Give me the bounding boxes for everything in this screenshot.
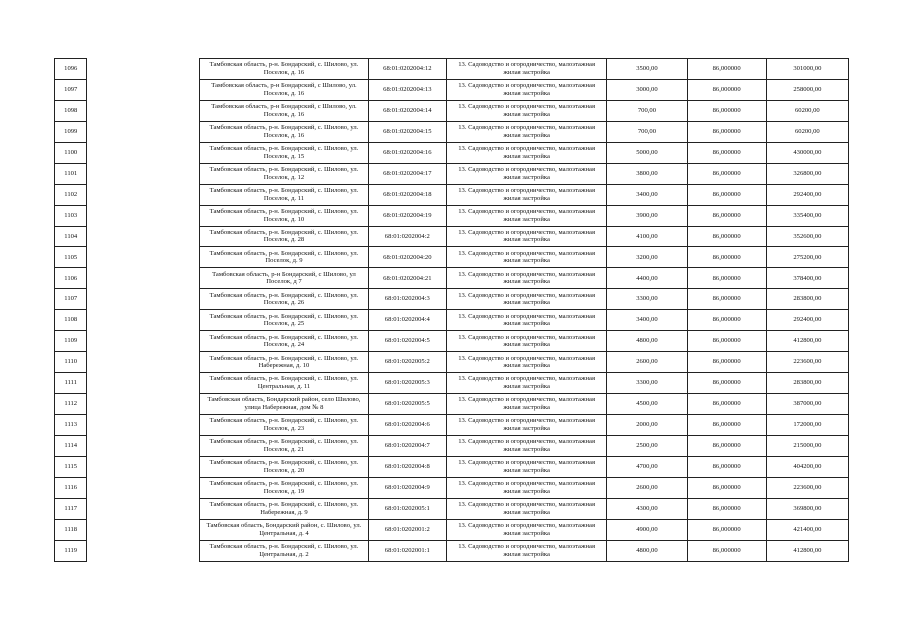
table-row <box>55 331 849 352</box>
cadastral-number-cell: 68:01:0202004:2 <box>368 226 446 247</box>
row-number: 1106 <box>55 268 87 289</box>
gap-cell <box>87 247 200 268</box>
table-row <box>55 310 849 331</box>
land-use-cell: 13. Садоводство и огородничество, малоэтажная жилая застройка <box>446 352 606 373</box>
cadastral-value-cell: 326800,00 <box>766 163 848 184</box>
table-row <box>55 121 849 142</box>
row-number: 1114 <box>55 435 87 456</box>
cadastral-value-cell: 378400,00 <box>766 268 848 289</box>
area-cell: 700,00 <box>607 100 687 121</box>
specific-value-cell: 86,000000 <box>687 268 766 289</box>
specific-value-cell: 86,000000 <box>687 331 766 352</box>
cadastral-value-cell: 430000,00 <box>766 142 848 163</box>
row-number: 1117 <box>55 498 87 519</box>
land-use-cell: 13. Садоводство и огородничество, малоэтажная жилая застройка <box>446 373 606 394</box>
land-use-cell: 13. Садоводство и огородничество, малоэтажная жилая застройка <box>446 519 606 540</box>
cadastral-number-cell: 68:01:0202001:2 <box>368 519 446 540</box>
area-cell: 4700,00 <box>607 456 687 477</box>
area-cell: 2000,00 <box>607 414 687 435</box>
address-cell: Тамбовская область, р-н. Бондарский, с. Шилово, ул. Поселок, д. 11 <box>200 184 369 205</box>
gap-cell <box>87 435 200 456</box>
land-use-cell: 13. Садоводство и огородничество, малоэтажная жилая застройка <box>446 79 606 100</box>
row-number: 1098 <box>55 100 87 121</box>
area-cell: 4800,00 <box>607 331 687 352</box>
land-use-cell: 13. Садоводство и огородничество, малоэтажная жилая застройка <box>446 59 606 80</box>
specific-value-cell: 86,000000 <box>687 519 766 540</box>
gap-cell <box>87 226 200 247</box>
table-row <box>55 414 849 435</box>
row-number: 1099 <box>55 121 87 142</box>
cadastral-number-cell: 68:01:0202004:4 <box>368 310 446 331</box>
address-cell: Тамбовская область, р-н Бондарский, с Шилово, ул. Поселок, д. 16 <box>200 79 369 100</box>
table-body <box>55 59 849 562</box>
land-use-cell: 13. Садоводство и огородничество, малоэтажная жилая застройка <box>446 394 606 415</box>
cadastral-number-cell: 68:01:0202005:3 <box>368 373 446 394</box>
area-cell: 3000,00 <box>607 79 687 100</box>
table-row <box>55 352 849 373</box>
specific-value-cell: 86,000000 <box>687 310 766 331</box>
table-row <box>55 498 849 519</box>
gap-cell <box>87 268 200 289</box>
gap-cell <box>87 142 200 163</box>
cadastral-number-cell: 68:01:0202004:14 <box>368 100 446 121</box>
area-cell: 3900,00 <box>607 205 687 226</box>
gap-cell <box>87 540 200 561</box>
specific-value-cell: 86,000000 <box>687 163 766 184</box>
table-row <box>55 289 849 310</box>
row-number: 1104 <box>55 226 87 247</box>
area-cell: 4100,00 <box>607 226 687 247</box>
area-cell: 2600,00 <box>607 352 687 373</box>
table-row <box>55 477 849 498</box>
area-cell: 4300,00 <box>607 498 687 519</box>
specific-value-cell: 86,000000 <box>687 184 766 205</box>
cadastral-number-cell: 68:01:0202004:5 <box>368 331 446 352</box>
cadastral-number-cell: 68:01:0202004:20 <box>368 247 446 268</box>
cadastral-number-cell: 68:01:0202005:1 <box>368 498 446 519</box>
area-cell: 3400,00 <box>607 310 687 331</box>
specific-value-cell: 86,000000 <box>687 226 766 247</box>
cadastral-value-cell: 223600,00 <box>766 477 848 498</box>
specific-value-cell: 86,000000 <box>687 352 766 373</box>
cadastral-value-cell: 283800,00 <box>766 289 848 310</box>
cadastral-number-cell: 68:01:0202004:19 <box>368 205 446 226</box>
cadastral-value-cell: 404200,00 <box>766 456 848 477</box>
row-number: 1101 <box>55 163 87 184</box>
cadastral-value-cell: 223600,00 <box>766 352 848 373</box>
specific-value-cell: 86,000000 <box>687 142 766 163</box>
table-row <box>55 226 849 247</box>
cadastral-value-cell: 301000,00 <box>766 59 848 80</box>
row-number: 1113 <box>55 414 87 435</box>
cadastral-value-cell: 335400,00 <box>766 205 848 226</box>
table-row <box>55 247 849 268</box>
gap-cell <box>87 477 200 498</box>
area-cell: 3200,00 <box>607 247 687 268</box>
land-use-cell: 13. Садоводство и огородничество, малоэтажная жилая застройка <box>446 331 606 352</box>
cadastral-value-cell: 283800,00 <box>766 373 848 394</box>
table-row <box>55 456 849 477</box>
land-use-cell: 13. Садоводство и огородничество, малоэтажная жилая застройка <box>446 456 606 477</box>
row-number: 1102 <box>55 184 87 205</box>
address-cell: Тамбовская область, р-н. Бондарский, с. Шилово, ул. Поселок, д. 26 <box>200 289 369 310</box>
cadastral-value-cell: 60200,00 <box>766 100 848 121</box>
specific-value-cell: 86,000000 <box>687 289 766 310</box>
address-cell: Тамбовская область, р-н. Бондарский, с. Шилово, ул. Поселок, д. 16 <box>200 121 369 142</box>
table-row <box>55 184 849 205</box>
table-row <box>55 205 849 226</box>
cadastral-value-cell: 172000,00 <box>766 414 848 435</box>
land-use-cell: 13. Садоводство и огородничество, малоэтажная жилая застройка <box>446 310 606 331</box>
area-cell: 3300,00 <box>607 289 687 310</box>
land-use-cell: 13. Садоводство и огородничество, малоэтажная жилая застройка <box>446 205 606 226</box>
address-cell: Тамбовская область, р-н. Бондарский, с. Шилово, ул. Набережная, д. 9 <box>200 498 369 519</box>
specific-value-cell: 86,000000 <box>687 540 766 561</box>
area-cell: 3300,00 <box>607 373 687 394</box>
table-row <box>55 268 849 289</box>
specific-value-cell: 86,000000 <box>687 477 766 498</box>
gap-cell <box>87 184 200 205</box>
specific-value-cell: 86,000000 <box>687 456 766 477</box>
cadastral-value-cell: 275200,00 <box>766 247 848 268</box>
gap-cell <box>87 456 200 477</box>
table-row <box>55 394 849 415</box>
table-row <box>55 519 849 540</box>
address-cell: Тамбовская область, р-н. Бондарский, с. Шилово, ул. Поселок, д. 16 <box>200 59 369 80</box>
land-use-cell: 13. Садоводство и огородничество, малоэтажная жилая застройка <box>446 498 606 519</box>
address-cell: Тамбовская область, р-н. Бондарский, с. Шилово, ул. Поселок, д. 20 <box>200 456 369 477</box>
land-use-cell: 13. Садоводство и огородничество, малоэтажная жилая застройка <box>446 142 606 163</box>
area-cell: 4900,00 <box>607 519 687 540</box>
cadastral-number-cell: 68:01:0202005:5 <box>368 394 446 415</box>
cadastral-number-cell: 68:01:0202004:21 <box>368 268 446 289</box>
address-cell: Тамбовская область, р-н Бондарский, с Шилово, ул. Поселок, д. 16 <box>200 100 369 121</box>
cadastral-value-cell: 369800,00 <box>766 498 848 519</box>
land-use-cell: 13. Садоводство и огородничество, малоэтажная жилая застройка <box>446 435 606 456</box>
cadastral-value-table <box>54 58 849 562</box>
row-number: 1096 <box>55 59 87 80</box>
table-row <box>55 163 849 184</box>
area-cell: 3800,00 <box>607 163 687 184</box>
cadastral-value-cell: 292400,00 <box>766 310 848 331</box>
gap-cell <box>87 331 200 352</box>
area-cell: 3500,00 <box>607 59 687 80</box>
gap-cell <box>87 394 200 415</box>
table-row <box>55 540 849 561</box>
area-cell: 3400,00 <box>607 184 687 205</box>
cadastral-number-cell: 68:01:0202004:15 <box>368 121 446 142</box>
land-use-cell: 13. Садоводство и огородничество, малоэтажная жилая застройка <box>446 184 606 205</box>
area-cell: 5000,00 <box>607 142 687 163</box>
gap-cell <box>87 79 200 100</box>
land-use-cell: 13. Садоводство и огородничество, малоэтажная жилая застройка <box>446 247 606 268</box>
cadastral-value-cell: 258000,00 <box>766 79 848 100</box>
land-use-cell: 13. Садоводство и огородничество, малоэтажная жилая застройка <box>446 414 606 435</box>
address-cell: Тамбовская область, Бондарский район, с. Шилово, ул. Центральная, д. 4 <box>200 519 369 540</box>
specific-value-cell: 86,000000 <box>687 121 766 142</box>
gap-cell <box>87 163 200 184</box>
cadastral-number-cell: 68:01:0202004:3 <box>368 289 446 310</box>
address-cell: Тамбовская область, р-н. Бондарский, с. Шилово, ул. Поселок, д. 9 <box>200 247 369 268</box>
cadastral-number-cell: 68:01:0202004:16 <box>368 142 446 163</box>
address-cell: Тамбовская область, р-н Бондарский, с Шилово, ул Поселок, д 7 <box>200 268 369 289</box>
gap-cell <box>87 121 200 142</box>
address-cell: Тамбовская область, р-н. Бондарский, с. Шилово, ул. Поселок, д. 10 <box>200 205 369 226</box>
specific-value-cell: 86,000000 <box>687 59 766 80</box>
specific-value-cell: 86,000000 <box>687 435 766 456</box>
specific-value-cell: 86,000000 <box>687 414 766 435</box>
land-use-cell: 13. Садоводство и огородничество, малоэтажная жилая застройка <box>446 163 606 184</box>
address-cell: Тамбовская область, р-н. Бондарский, с. Шилово, ул. Центральная, д. 11 <box>200 373 369 394</box>
address-cell: Тамбовская область, р-н. Бондарский, с. Шилово, ул. Набережная, д. 10 <box>200 352 369 373</box>
address-cell: Тамбовская область, р-н. Бондарский, с. Шилово, ул. Поселок, д. 21 <box>200 435 369 456</box>
gap-cell <box>87 59 200 80</box>
table-row <box>55 59 849 80</box>
cadastral-number-cell: 68:01:0202004:8 <box>368 456 446 477</box>
land-use-cell: 13. Садоводство и огородничество, малоэтажная жилая застройка <box>446 268 606 289</box>
cadastral-number-cell: 68:01:0202004:7 <box>368 435 446 456</box>
specific-value-cell: 86,000000 <box>687 100 766 121</box>
cadastral-number-cell: 68:01:0202005:2 <box>368 352 446 373</box>
table-row <box>55 435 849 456</box>
row-number: 1115 <box>55 456 87 477</box>
address-cell: Тамбовская область, р-н. Бондарский, с. Шилово, ул. Центральная, д. 2 <box>200 540 369 561</box>
area-cell: 2500,00 <box>607 435 687 456</box>
cadastral-value-cell: 387000,00 <box>766 394 848 415</box>
gap-cell <box>87 205 200 226</box>
cadastral-number-cell: 68:01:0202001:1 <box>368 540 446 561</box>
specific-value-cell: 86,000000 <box>687 373 766 394</box>
cadastral-number-cell: 68:01:0202004:9 <box>368 477 446 498</box>
row-number: 1111 <box>55 373 87 394</box>
gap-cell <box>87 352 200 373</box>
row-number: 1108 <box>55 310 87 331</box>
address-cell: Тамбовская область, р-н. Бондарский, с. Шилово, ул. Поселок, д. 15 <box>200 142 369 163</box>
address-cell: Тамбовская область, р-н. Бондарский, с. Шилово, ул. Поселок, д. 19 <box>200 477 369 498</box>
address-cell: Тамбовская область, р-н. Бондарский, с. Шилово, ул. Поселок, д. 24 <box>200 331 369 352</box>
row-number: 1107 <box>55 289 87 310</box>
table-row <box>55 100 849 121</box>
row-number: 1110 <box>55 352 87 373</box>
address-cell: Тамбовская область, р-н. Бондарский, с. Шилово, ул. Поселок, д. 28 <box>200 226 369 247</box>
cadastral-value-cell: 215000,00 <box>766 435 848 456</box>
specific-value-cell: 86,000000 <box>687 498 766 519</box>
row-number: 1118 <box>55 519 87 540</box>
gap-cell <box>87 519 200 540</box>
cadastral-value-cell: 352600,00 <box>766 226 848 247</box>
row-number: 1119 <box>55 540 87 561</box>
cadastral-number-cell: 68:01:0202004:13 <box>368 79 446 100</box>
specific-value-cell: 86,000000 <box>687 247 766 268</box>
land-use-cell: 13. Садоводство и огородничество, малоэтажная жилая застройка <box>446 100 606 121</box>
address-cell: Тамбовская область, р-н. Бондарский, с. Шилово, ул. Поселок, д. 25 <box>200 310 369 331</box>
area-cell: 4500,00 <box>607 394 687 415</box>
cadastral-number-cell: 68:01:0202004:12 <box>368 59 446 80</box>
gap-cell <box>87 414 200 435</box>
land-use-cell: 13. Садоводство и огородничество, малоэтажная жилая застройка <box>446 477 606 498</box>
gap-cell <box>87 310 200 331</box>
area-cell: 4400,00 <box>607 268 687 289</box>
cadastral-value-cell: 412800,00 <box>766 331 848 352</box>
cadastral-number-cell: 68:01:0202004:6 <box>368 414 446 435</box>
address-cell: Тамбовская область, Бондарский район, село Шилово, улица Набережная, дом № 8 <box>200 394 369 415</box>
table-row <box>55 79 849 100</box>
row-number: 1109 <box>55 331 87 352</box>
cadastral-number-cell: 68:01:0202004:17 <box>368 163 446 184</box>
gap-cell <box>87 498 200 519</box>
gap-cell <box>87 289 200 310</box>
land-use-cell: 13. Садоводство и огородничество, малоэтажная жилая застройка <box>446 289 606 310</box>
cadastral-value-cell: 421400,00 <box>766 519 848 540</box>
land-use-cell: 13. Садоводство и огородничество, малоэтажная жилая застройка <box>446 121 606 142</box>
specific-value-cell: 86,000000 <box>687 205 766 226</box>
land-use-cell: 13. Садоводство и огородничество, малоэтажная жилая застройка <box>446 540 606 561</box>
cadastral-value-cell: 292400,00 <box>766 184 848 205</box>
gap-cell <box>87 100 200 121</box>
cadastral-value-cell: 412800,00 <box>766 540 848 561</box>
table-row <box>55 142 849 163</box>
row-number: 1100 <box>55 142 87 163</box>
area-cell: 4800,00 <box>607 540 687 561</box>
row-number: 1105 <box>55 247 87 268</box>
gap-cell <box>87 373 200 394</box>
row-number: 1112 <box>55 394 87 415</box>
address-cell: Тамбовская область, р-н. Бондарский, с. Шилово, ул. Поселок, д. 12 <box>200 163 369 184</box>
row-number: 1103 <box>55 205 87 226</box>
table-row <box>55 373 849 394</box>
land-use-cell: 13. Садоводство и огородничество, малоэтажная жилая застройка <box>446 226 606 247</box>
row-number: 1097 <box>55 79 87 100</box>
row-number: 1116 <box>55 477 87 498</box>
specific-value-cell: 86,000000 <box>687 79 766 100</box>
cadastral-number-cell: 68:01:0202004:18 <box>368 184 446 205</box>
cadastral-value-cell: 60200,00 <box>766 121 848 142</box>
area-cell: 700,00 <box>607 121 687 142</box>
specific-value-cell: 86,000000 <box>687 394 766 415</box>
area-cell: 2600,00 <box>607 477 687 498</box>
address-cell: Тамбовская область, р-н. Бондарский, с. Шилово, ул. Поселок, д. 23 <box>200 414 369 435</box>
